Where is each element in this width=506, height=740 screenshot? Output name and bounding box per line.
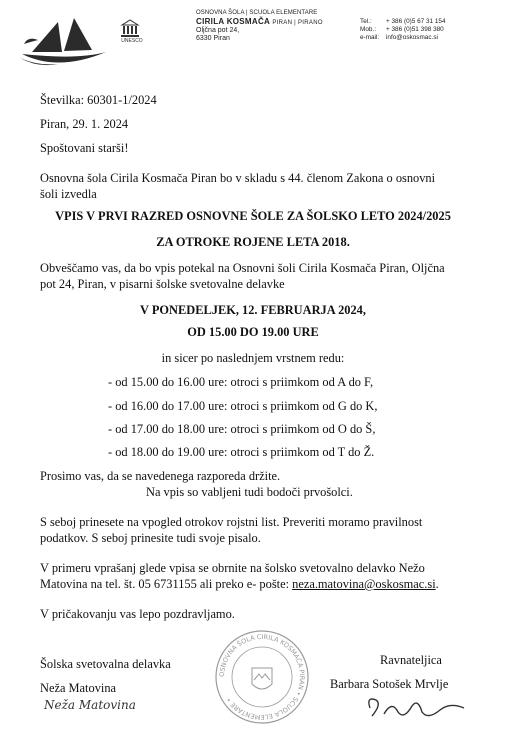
right-signatory-role: Ravnateljica [380,653,442,667]
event-time: OD 15.00 DO 19.00 URE [187,325,319,339]
bring-line-1: S seboj prinesete na vpogled otrokov rojstni list. Preveriti moramo pravilnost [40,515,423,529]
contact-line-1: V primeru vprašanj glede vpisa se obrnite na šolsko svetovalno delavko Nežo [40,561,425,575]
please-line-2: Na vpis so vabljeni tudi bodoči prvošolci. [146,485,353,499]
closing: V pričakovanju vas lepo pozdravljamo. [40,607,235,621]
heading-birth-year: ZA OTROKE ROJENE LETA 2018. [156,235,350,249]
intro-line-1: Osnovna šola Cirila Kosmača Piran bo v skladu s 44. členom Zakona o osnovni [40,171,436,185]
unesco-caption: UNESCO [121,38,143,44]
left-handwritten-signature [42,693,152,717]
right-signatory-name: Barbara Sotošek Mrvlje [330,677,449,691]
schedule-item: - od 15.00 do 16.00 ure: otroci s priimkom od A do F, [108,375,374,389]
schedule-item: - od 18.00 do 19.00 ure: otroci s priimkom od T do Ž. [108,445,375,459]
intro-line-2: šoli izvedla [40,187,97,201]
schedule-item: - od 17.00 do 18.00 ure: otroci s priimkom od O do Š, [108,422,376,436]
contact-phone: Tel.: + 386 (0)5 67 31 154 [360,18,446,25]
bring-line-2: podatkov. S seboj prinesite tudi svoje pisalo. [40,531,261,545]
school-street: Oljčna pot 24, [196,27,240,34]
school-city: 6330 Piran [196,35,230,42]
notice-line-1: Obveščamo vas, da bo vpis potekal na Osnovni šoli Cirila Kosmača Piran, Oljčna [40,261,445,275]
schedule-item: - od 16.00 do 17.00 ure: otroci s priimkom od G do K, [108,399,378,413]
svg-text:Neža Matovina: Neža Matovina [44,698,136,712]
left-signatory-name: Neža Matovina [40,681,117,695]
right-handwritten-signature [362,690,472,726]
contact-mobile: Mob.: + 386 (0)51 398 380 [360,26,444,33]
contact-email: e-mail: info@oskosmac.si [360,34,438,41]
school-city-tag: PIRAN | PIRANO [272,20,323,26]
greeting: Spoštovani starši! [40,141,129,155]
event-date: V PONEDELJEK, 12. FEBRUARJA 2024, [140,303,366,317]
unesco-temple-icon [120,18,140,38]
school-type: OSNOVNA ŠOLA | SCUOLA ELEMENTARE [196,10,318,16]
school-stamp [213,628,311,726]
left-signatory-role: Šolska svetovalna delavka [40,657,171,671]
contact-block [360,18,446,42]
school-boat-logo [18,14,110,70]
heading-enrolment: VPIS V PRVI RAZRED OSNOVNE ŠOLE ZA ŠOLSKO LETO 2024/2025 [55,209,451,223]
reference-number: Številka: 60301-1/2024 [40,93,157,107]
letterhead [0,0,506,80]
contact-email-link[interactable]: neza.matovina@oskosmac.si [292,577,436,591]
svg-text:OSNOVNA ŠOLA CIRILA KOSMAČA PI: OSNOVNA ŠOLA CIRILA KOSMAČA PIRAN • SCUOLA ELEMENTARE • [217,632,307,722]
contact-line-2: Matovina na tel. št. 05 6731155 ali preko e- pošte: neza.matovina@oskosmac.si. [40,577,439,591]
order-intro: in sicer po naslednjem vrstnem redu: [161,351,345,365]
school-identity [196,10,323,42]
please-line-1: Prosimo vas, da se navedenega razporeda držite. [40,469,281,483]
notice-line-2: pot 24, Piran, v pisarni šolske svetovalne delavke [40,277,285,291]
school-name: CIRILA KOSMAČA PIRAN | PIRANO [196,17,323,26]
letter-date: Piran, 29. 1. 2024 [40,117,129,131]
